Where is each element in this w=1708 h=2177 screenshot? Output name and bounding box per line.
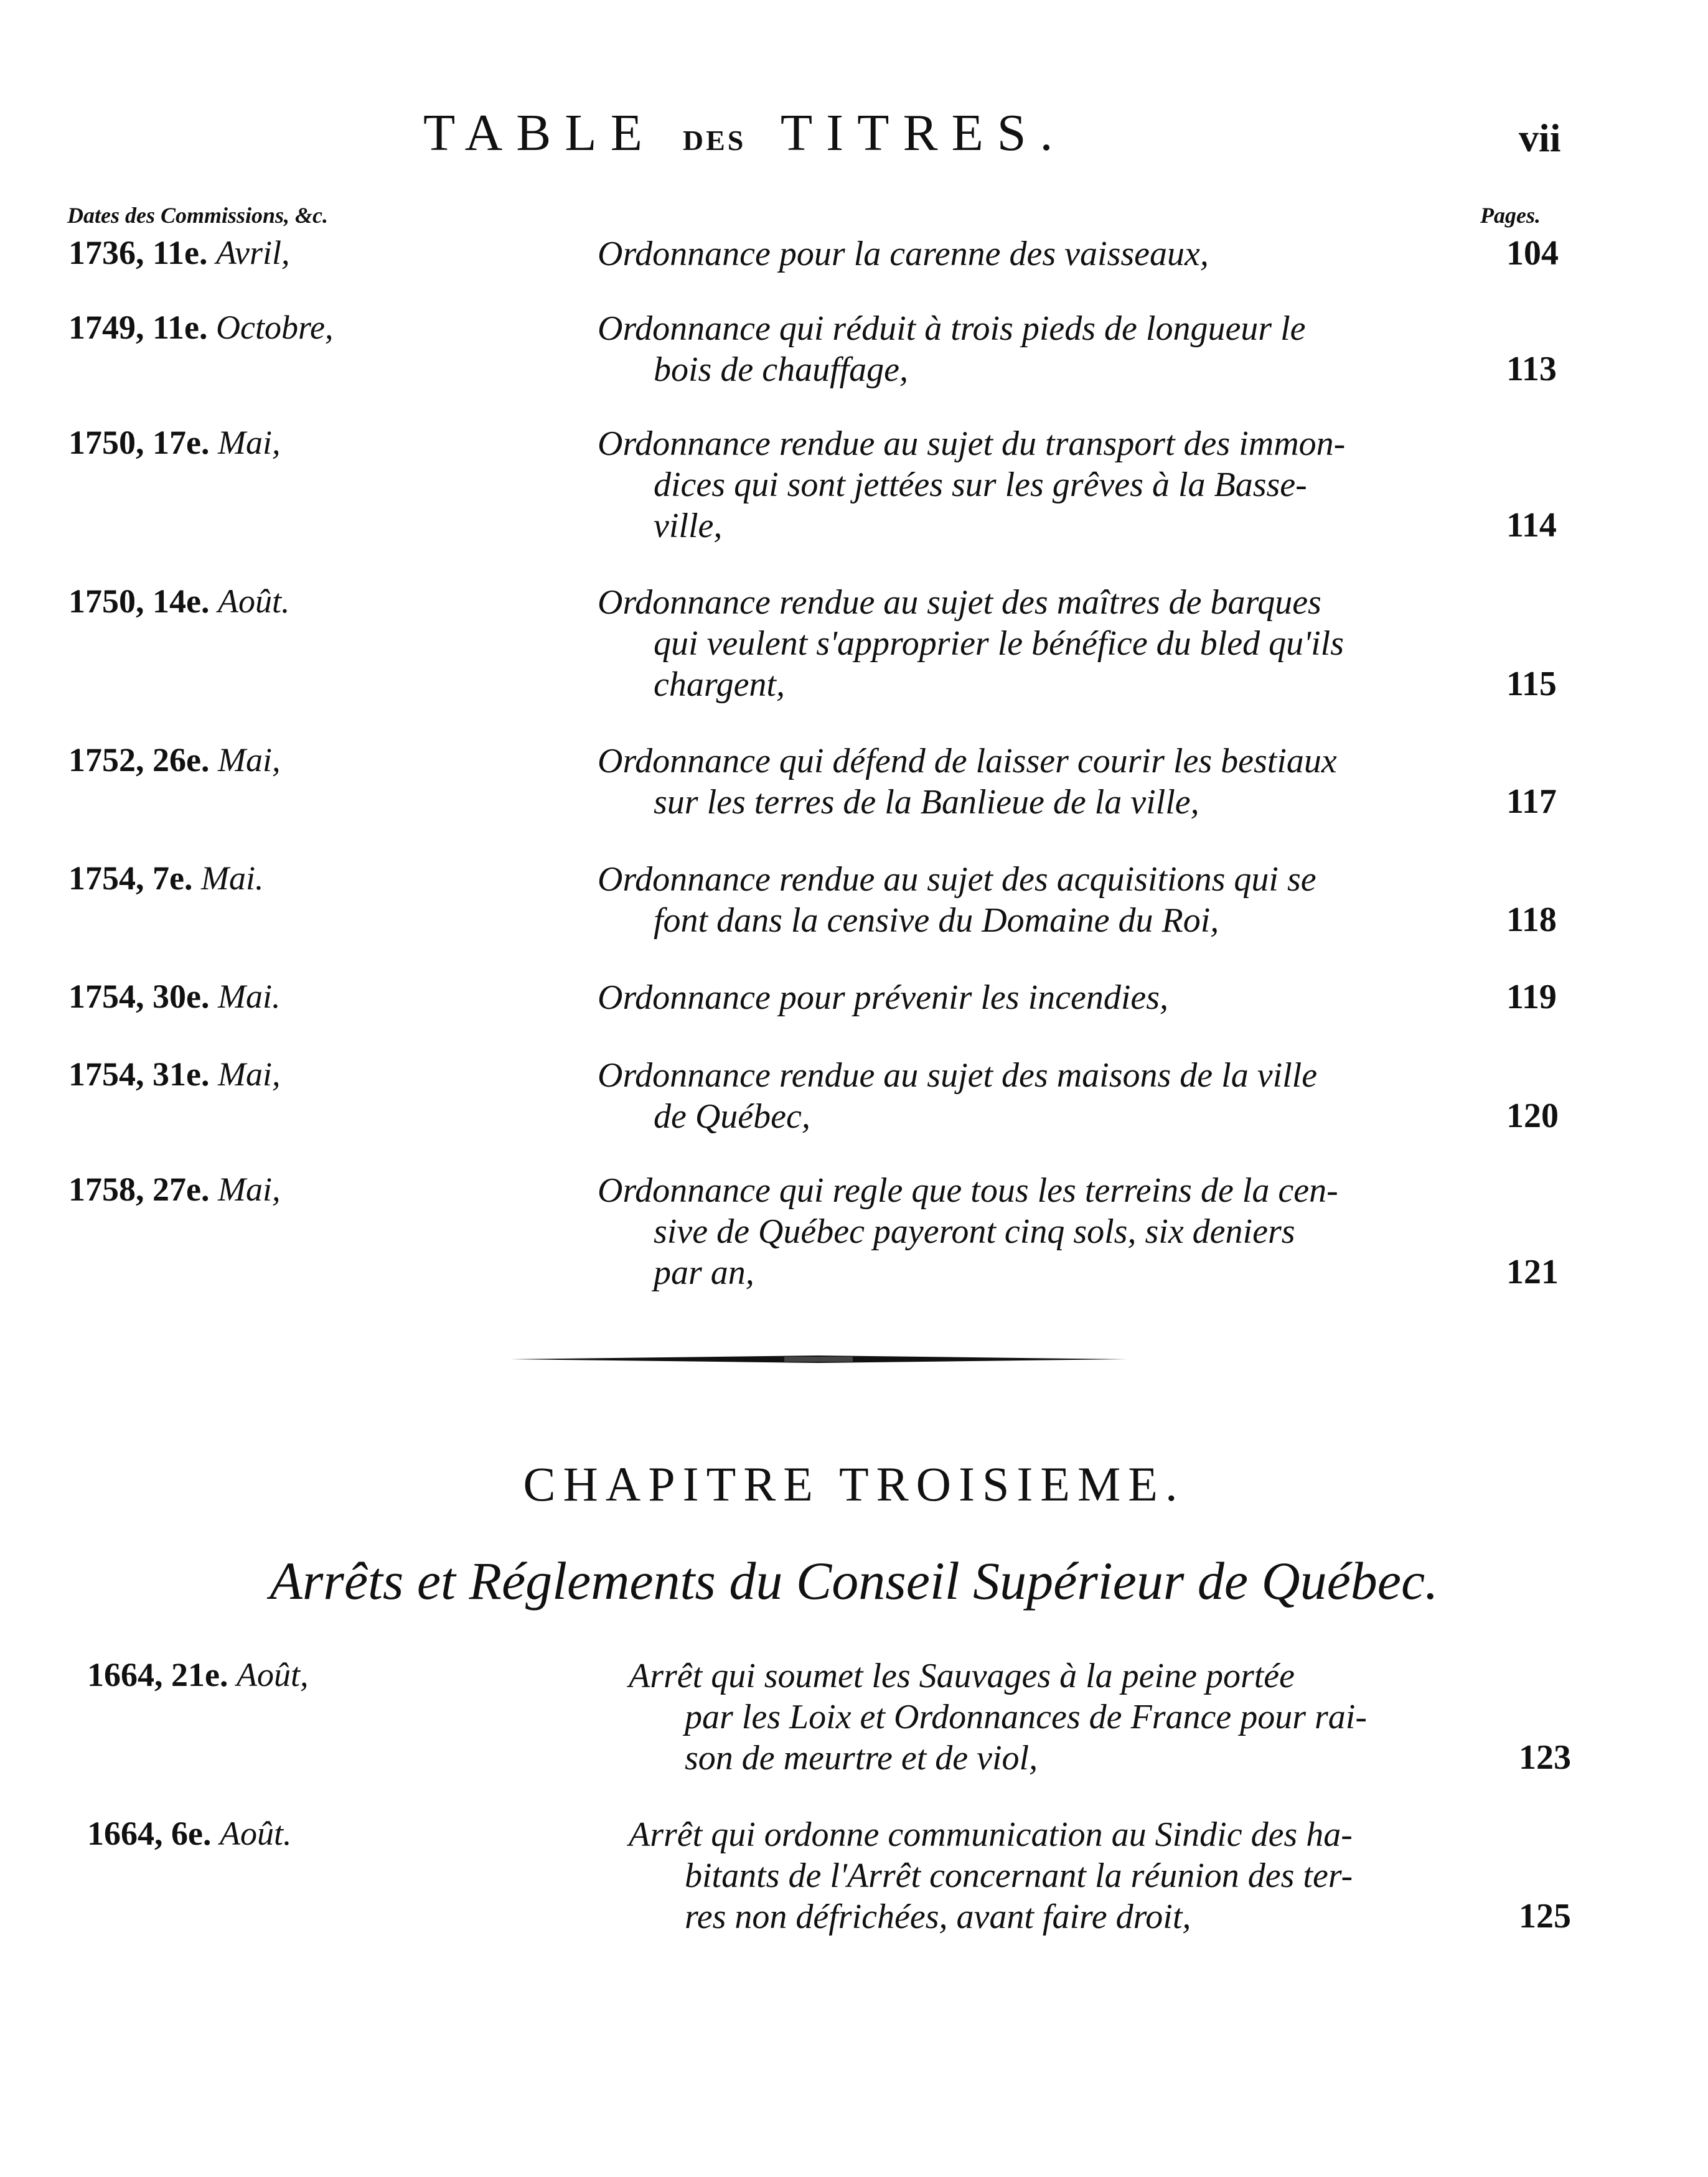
title-word-des: DES (682, 124, 746, 156)
entry-title-line: Ordonnance qui réduit à trois pieds de longueur le (598, 309, 1306, 348)
entry-date-year: 1754, (68, 978, 144, 1015)
entry-title (598, 423, 1438, 546)
entry-title-line: Ordonnance pour la carenne des vaisseaux, (598, 235, 1209, 273)
entry-date (68, 977, 280, 1016)
entry-title-line: chargent, (654, 665, 785, 704)
page-folio: vii (1519, 116, 1561, 160)
entry-page-number: 117 (1506, 782, 1557, 821)
entry-date-year: 1750, (68, 583, 144, 620)
entry-title-line: dices qui sont jettées sur les grêves à la Basse- (654, 466, 1307, 504)
entry-date (68, 741, 280, 779)
entry-title-line: par les Loix et Ordonnances de France pour rai- (685, 1698, 1367, 1736)
entry-date-year: 1754, (68, 859, 144, 897)
entry-title-line: Ordonnance qui regle que tous les terreins de la cen- (598, 1171, 1338, 1210)
entry-title (598, 859, 1438, 941)
entry-page-number: 115 (1506, 665, 1557, 703)
entry-date-year: 1754, (68, 1056, 144, 1093)
entry-title (598, 1170, 1438, 1293)
entry-title-line: bitants de l'Arrêt concernant la réunion des ter- (685, 1856, 1353, 1895)
entry-title (598, 233, 1438, 274)
entry-date-day: 11e. (152, 234, 208, 271)
entry-page-number: 113 (1506, 350, 1557, 388)
entry-date-year: 1664, (87, 1656, 163, 1693)
entry-date (87, 1655, 308, 1694)
entry-page-number: 123 (1519, 1738, 1571, 1777)
entry-title-line: ville, (654, 507, 723, 545)
entry-date (68, 582, 289, 620)
entry-page-number: 125 (1519, 1897, 1571, 1936)
entry-date-month: Avril, (216, 234, 290, 271)
entry-date (68, 423, 280, 462)
entry-date-month: Août. (217, 583, 290, 620)
entry-title (598, 1055, 1438, 1137)
entry-title (598, 977, 1438, 1018)
entry-date (87, 1814, 291, 1853)
column-header-pages: Pages. (1480, 203, 1541, 228)
title-word-titres: TITRES. (780, 104, 1067, 162)
entry-date-day: 26e. (152, 741, 210, 779)
entry-title-line: son de meurtre et de viol, (685, 1739, 1038, 1777)
entry-date-day: 17e. (152, 424, 210, 461)
entry-title-line: Ordonnance rendue au sujet du transport des immon- (598, 424, 1346, 463)
entry-date-month: Août. (219, 1815, 292, 1852)
entry-date-day: 6e. (171, 1815, 212, 1852)
column-header-dates: Dates des Commissions, &c. (67, 203, 329, 228)
running-title (423, 103, 1067, 163)
entry-date-day: 14e. (152, 583, 210, 620)
ornamental-rule (510, 1355, 1127, 1363)
chapter-subtitle: Arrêts et Réglements du Conseil Supérieur de Québec. (270, 1551, 1438, 1611)
entry-title-line: Ordonnance rendue au sujet des maîtres de barques (598, 583, 1321, 622)
entry-page-number: 120 (1506, 1097, 1559, 1135)
entry-title-line: sur les terres de la Banlieue de la ville, (654, 783, 1199, 822)
entry-title-line: sive de Québec payeront cinq sols, six deniers (654, 1212, 1295, 1251)
entry-date-month: Mai, (217, 424, 281, 461)
entry-title (629, 1814, 1438, 1937)
entry-title-line: Ordonnance qui défend de laisser courir les bestiaux (598, 742, 1337, 780)
entry-title-line: de Québec, (654, 1097, 810, 1136)
entry-title-line: Ordonnance pour prévenir les incendies, (598, 978, 1169, 1017)
entry-date (68, 308, 333, 347)
entry-date-month: Octobre, (216, 309, 334, 346)
entry-date-year: 1749, (68, 309, 144, 346)
entry-page-number: 118 (1506, 901, 1557, 939)
entry-date-month: Mai. (200, 859, 264, 897)
entry-title-line: Ordonnance rendue au sujet des maisons de la ville (598, 1056, 1318, 1095)
entry-date-year: 1752, (68, 741, 144, 779)
entry-date-month: Mai, (217, 1171, 281, 1208)
entry-title-line: qui veulent s'approprier le bénéfice du bled qu'ils (654, 624, 1344, 663)
entry-title-line: Arrêt qui ordonne communication au Sindic des ha- (629, 1815, 1353, 1854)
entry-date-month: Août, (236, 1656, 309, 1693)
entry-date-month: Mai, (217, 1056, 281, 1093)
entry-title-line: bois de chauffage, (654, 350, 909, 389)
entry-page-number: 114 (1506, 506, 1557, 545)
entry-date (68, 1170, 280, 1209)
entry-title (629, 1655, 1438, 1779)
entry-date-day: 21e. (171, 1656, 228, 1693)
entry-date-day: 7e. (152, 859, 193, 897)
entry-title-line: font dans la censive du Domaine du Roi, (654, 901, 1219, 940)
entry-date-day: 11e. (152, 309, 208, 346)
entry-date (68, 859, 263, 897)
entry-date-year: 1664, (87, 1815, 163, 1852)
title-word-table: TABLE (423, 104, 656, 162)
entry-page-number: 104 (1506, 234, 1559, 273)
entry-date-day: 30e. (152, 978, 210, 1015)
entry-date-month: Mai. (217, 978, 281, 1015)
entry-title-line: par an, (654, 1253, 754, 1292)
entry-date-year: 1736, (68, 234, 144, 271)
entry-date-year: 1750, (68, 424, 144, 461)
entry-date-year: 1758, (68, 1171, 144, 1208)
entry-title-line: Ordonnance rendue au sujet des acquisitions qui se (598, 860, 1316, 899)
entry-title (598, 308, 1438, 390)
entry-title-line: Arrêt qui soumet les Sauvages à la peine portée (629, 1657, 1295, 1695)
entry-date-day: 31e. (152, 1056, 210, 1093)
entry-date (68, 233, 290, 272)
chapter-heading: CHAPITRE TROISIEME. (523, 1457, 1185, 1511)
entry-page-number: 121 (1506, 1253, 1559, 1291)
entry-title (598, 582, 1438, 705)
entry-page-number: 119 (1506, 978, 1557, 1016)
entry-date (68, 1055, 280, 1093)
entry-title-line: res non défrichées, avant faire droit, (685, 1898, 1191, 1936)
entry-title (598, 741, 1438, 823)
entry-date-day: 27e. (152, 1171, 210, 1208)
entry-date-month: Mai, (217, 741, 281, 779)
